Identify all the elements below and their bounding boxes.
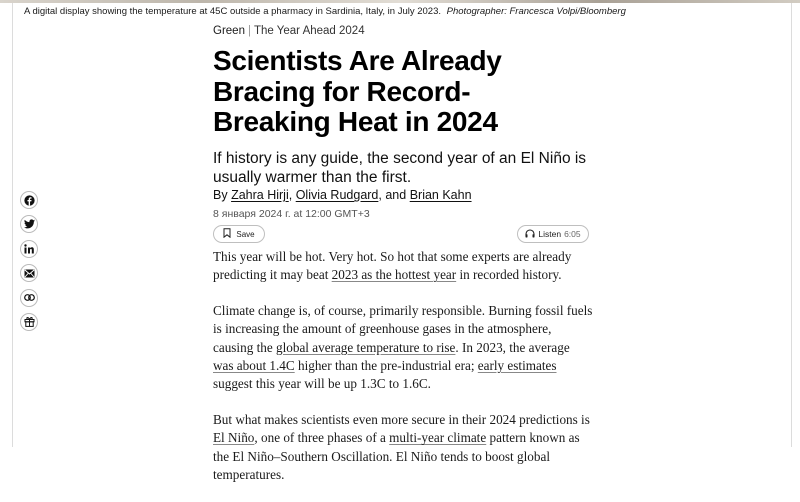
share-email-button[interactable] [20,264,38,282]
article-dek: If history is any guide, the second year of an El Niño is usually warmer than the first. [213,150,587,186]
paragraph-text: Climate change is, of course, primarily responsible. Burning fossil fuels is increasing the amount of greenhouse gases in the atmosphere, causing the [213,303,593,355]
article-paragraph [213,411,593,484]
listen-label: Listen [538,229,562,239]
bookmark-icon [223,228,231,240]
link-about-1-4c[interactable]: was about 1.4C [213,357,295,373]
share-linkedin-button[interactable] [20,240,38,258]
photo-credit: Photographer: Francesca Volpi/Bloomberg [446,6,626,17]
section-kicker [213,24,365,38]
save-label: Save [236,229,255,239]
byline-and: , and [378,188,407,202]
link-icon [24,294,35,301]
section-link[interactable]: Green [213,25,245,37]
kicker-separator: | [247,25,251,37]
paragraph-text: higher than the pre-industrial era; [294,357,478,373]
copy-link-button[interactable] [20,289,38,307]
byline-prefix: By [213,188,228,202]
share-twitter-button[interactable] [20,215,38,233]
twitter-icon [24,219,35,229]
email-icon [24,269,35,278]
paragraph-text: pattern known as the El Niño–Southern Oscillation. El Niño tends to boost global temperatures. [213,430,580,482]
link-multi-year-climate[interactable]: multi-year climate [389,430,487,446]
linkedin-icon [24,244,34,254]
share-rail [20,191,40,337]
caption-text: A digital display showing the temperature at 45C outside a pharmacy in Sardinia, Italy, in July 2023. [24,6,442,17]
listen-duration: 6:05 [564,229,581,239]
series-link[interactable]: The Year Ahead 2024 [253,25,365,37]
author-link-olivia-rudgard[interactable]: Olivia Rudgard [295,188,379,202]
share-facebook-button[interactable] [20,191,38,209]
link-early-estimates[interactable]: early estimates [477,357,557,373]
article-paragraph [213,248,593,285]
paragraph-text: But what makes scientists even more secure in their 2024 predictions is [213,412,590,428]
author-link-zahra-hirji[interactable]: Zahra Hirji [231,188,289,202]
paragraph-text: , one of three phases of a [254,430,390,446]
author-link-brian-kahn[interactable]: Brian Kahn [409,188,472,202]
gift-article-button[interactable] [20,313,38,331]
paragraph-text: in recorded history. [456,267,562,283]
byline-comma: , [288,188,293,202]
byline [213,188,472,203]
article-paragraph [213,302,593,393]
article-body [213,248,593,502]
article-headline: Scientists Are Already Bracing for Record-Breaking Heat in 2024 [213,45,502,137]
link-2023-hottest-year[interactable]: 2023 as the hottest year [331,267,457,283]
link-el-nino[interactable]: El Niño [213,430,255,446]
facebook-icon [24,195,35,206]
photo-caption [24,6,626,18]
paragraph-text: This year will be hot. Very hot. So hot that some experts are already predicting it may beat [213,249,572,283]
paragraph-text: suggest this year will be up 1.3C to 1.6C. [213,376,431,392]
listen-button[interactable] [517,225,589,243]
save-button[interactable] [213,225,265,243]
gift-icon [24,316,35,327]
paragraph-text: . In 2023, the average [455,339,570,355]
publish-date: 8 января 2024 г. at 12:00 GMT+3 [213,208,370,220]
link-global-average-temperature[interactable]: global average temperature to rise [276,339,456,355]
headphones-icon [525,229,535,240]
